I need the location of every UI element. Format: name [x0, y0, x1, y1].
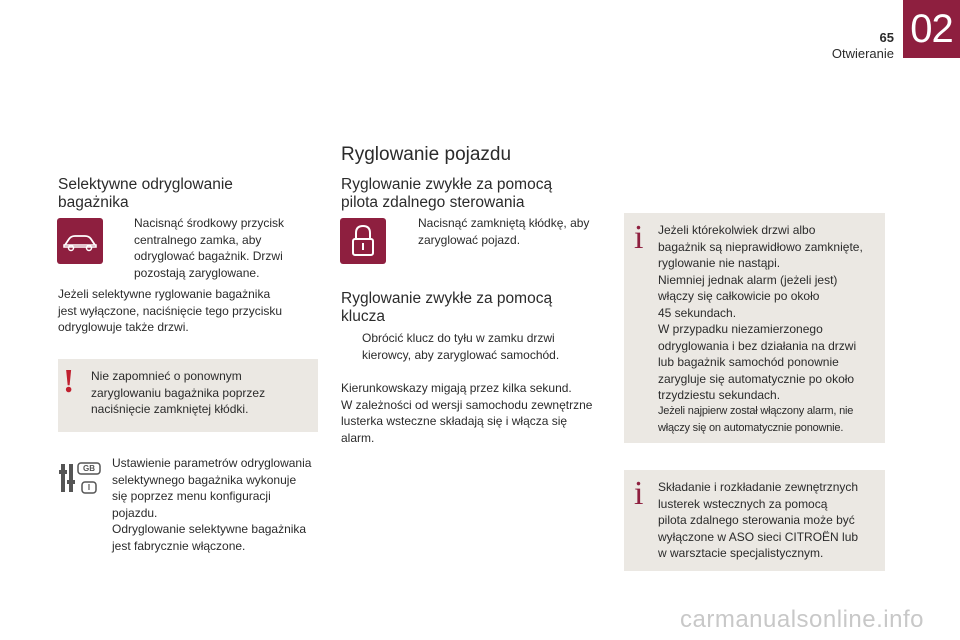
info-note-doors	[624, 213, 885, 443]
padlock-closed-icon	[340, 218, 386, 264]
info-icon: i	[634, 219, 644, 256]
chapter-number-tab: 02	[903, 0, 960, 58]
settings-note-text: Ustawienie parametrów odryglowania selektywnego bagażnika wykonuje się poprzez menu konfiguracji pojazdu. Odryglowanie selektywne bagażnika jest fabrycznie włączone.	[112, 456, 312, 553]
warning-note	[58, 359, 318, 432]
info-note-mirrors-text: Składanie i rozkładanie zewnętrznych lusterek wstecznych za pomocą pilota zdalnego sterowania może być wyłączone w ASO sieci CITROËN lub w warsztacie specjalistycznym.	[658, 480, 859, 560]
watermark: carmanualsonline.info	[680, 606, 924, 633]
main-title: Ryglowanie pojazdu	[341, 144, 512, 165]
remote-lock-title: Ryglowanie zwykłe za pomocą pilota zdalnego sterowania	[341, 176, 553, 211]
remote-lock-instruction: Nacisnąć zamkniętą kłódkę, aby zaryglować pojazd.	[418, 216, 590, 247]
key-lock-instruction: Obrócić klucz do tyłu w zamku drzwi kierowcy, aby zaryglować samochód.	[362, 331, 560, 362]
settings-menu-icon	[58, 460, 104, 496]
warning-icon: !	[63, 363, 75, 400]
info-icon: i	[634, 475, 644, 512]
page-number: 65	[879, 30, 894, 45]
i-badge: I	[87, 483, 91, 492]
info-note-mirrors	[624, 470, 885, 571]
selective-unlock-paragraph: Jeżeli selektywne ryglowanie bagażnika jest wyłączone, naciśnięcie tego przycisku odryglowuje także drzwi.	[58, 287, 283, 334]
selective-unlock-instruction: Nacisnąć środkowy przycisk centralnego zamka, aby odryglować bagażnik. Drzwi pozostają zaryglowane.	[134, 216, 285, 280]
info-note-alarm-text: Jeżeli najpierw został włączony alarm, nie włączy się on automatycznie ponownie.	[658, 405, 854, 434]
selective-unlock-title: Selektywne odryglowanie bagażnika	[58, 176, 233, 211]
key-lock-title: Ryglowanie zwykłe za pomocą klucza	[341, 290, 553, 325]
chapter-name: Otwieranie	[831, 46, 894, 61]
car-boot-icon	[57, 218, 103, 264]
indicators-paragraph: Kierunkowskazy migają przez kilka sekund. W zależności od wersji samochodu zewnętrzne lusterka wsteczne składają się i włącza się alarm.	[341, 381, 593, 445]
gb-badge: GB	[83, 464, 95, 473]
info-note-doors-text: Jeżeli którekolwiek drzwi albo bagażnik są nieprawidłowo zamknięte, ryglowanie nie nastąpi. Niemniej jednak alarm (jeżeli jest) włączy się całkowicie po około 45 sekundach. W przypadku niezamierzonego odryglowania i bez działania na drzwi lub bagażnik samochód ponownie zarygluje się automatycznie po około trzydziestu sekundach.	[658, 223, 863, 402]
warning-note-text: Nie zapomnieć o ponownym zaryglowaniu bagażnika poprzez naciśnięcie zamkniętej kłódki.	[91, 369, 266, 416]
